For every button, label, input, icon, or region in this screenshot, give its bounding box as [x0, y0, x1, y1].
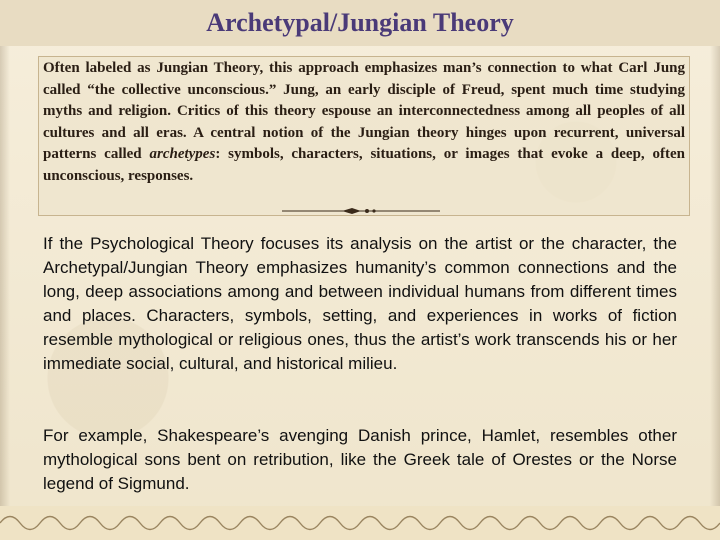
body-paragraph-1: If the Psychological Theory focuses its analysis on the artist or the character, the Archetypal/Jungian Theory emphasizes humanity’s common connections and the long, deep associations among and between individual humans from different times and places. Characters, symbols, setting, and experiences in works of fiction resemble mythological or religious ones, thus the artist’s work transcends his or her immediate social, cultural, and historical milieu. [43, 234, 677, 373]
left-decorative-edge [0, 46, 10, 506]
body-paragraph-2: For example, Shakespeare’s avenging Danish prince, Hamlet, resembles other mythological sons bent on retribution, like the Greek tale of Orestes or the Norse legend of Sigmund. [43, 426, 677, 493]
right-decorative-edge [710, 46, 720, 506]
slide-title: Archetypal/Jungian Theory [206, 8, 514, 37]
ornamental-bottom-border [0, 506, 720, 540]
intro-quote [43, 58, 685, 188]
intro-quote-end: : symbols, characters, situations, or images that evoke a deep, often unconscious, responses. [43, 146, 685, 184]
ornamental-divider [282, 206, 440, 216]
intro-quote-text: Often labeled as Jungian Theory, this approach emphasizes man’s connection to what Carl Jung called “the collective unconscious.” Jung, an early disciple of Freud, spent much time studying myths and religion. Critics of this theory espouse an interconnectedness among all peoples of all cultures and all eras. A central notion of the Jungian theory hinges upon recurrent, universal patterns called [43, 60, 685, 163]
archetypes-term: archetypes [149, 146, 216, 163]
